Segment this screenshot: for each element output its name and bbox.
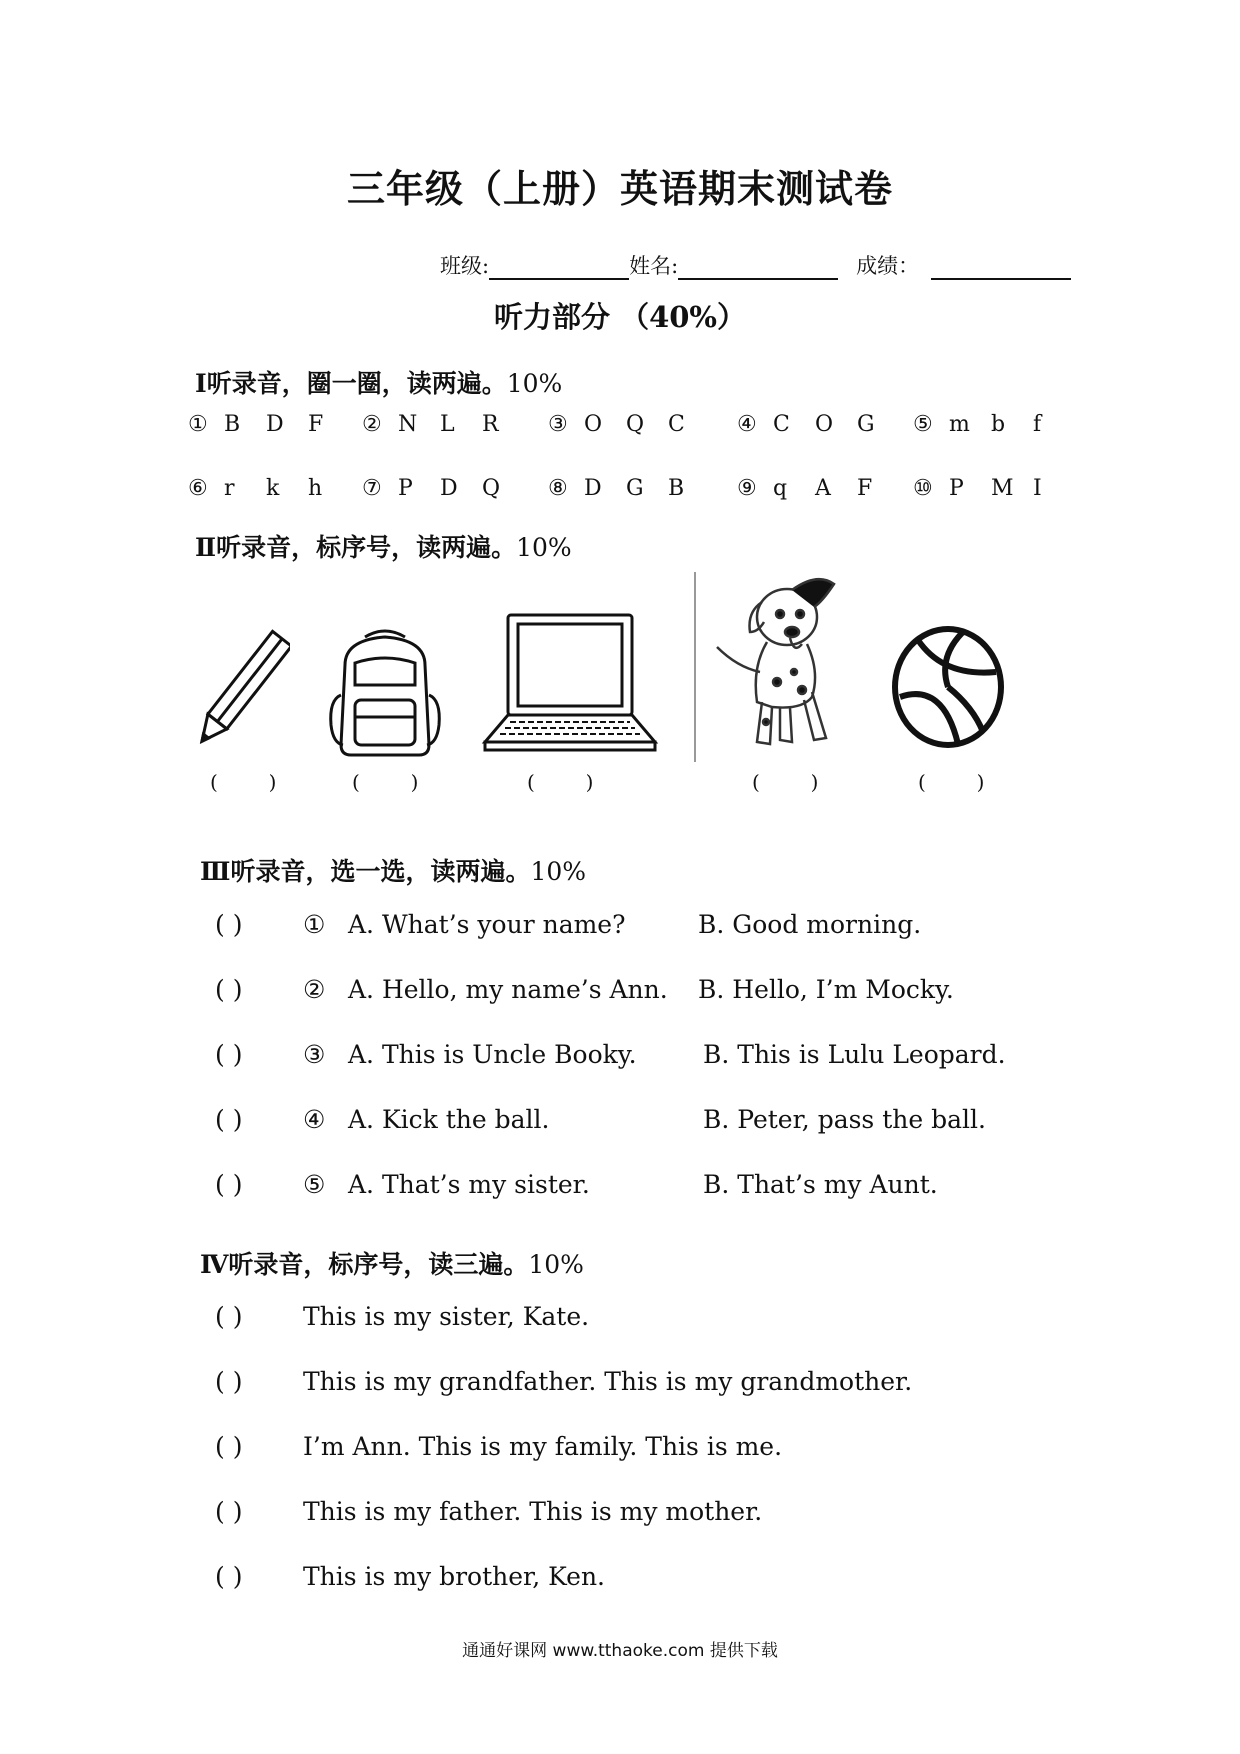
letter-option[interactable]: q bbox=[773, 476, 788, 501]
section2-percent: 10% bbox=[516, 533, 572, 562]
picture-answer-bracket[interactable]: ( ) bbox=[918, 770, 985, 794]
item-number: ① bbox=[188, 412, 208, 437]
section1-heading bbox=[195, 364, 562, 400]
letter-option[interactable]: P bbox=[398, 476, 413, 501]
item-number: ④ bbox=[737, 412, 757, 437]
section1-heading-text: Ⅰ听录音，圈一圈，读两遍。 bbox=[195, 369, 507, 398]
picture-answer-bracket[interactable]: ( ) bbox=[752, 770, 819, 794]
sentence-row bbox=[0, 1497, 1240, 1531]
question-number: ② bbox=[303, 975, 326, 1004]
sentence-row bbox=[0, 1432, 1240, 1466]
letter-option[interactable]: D bbox=[440, 476, 458, 501]
letter-option[interactable]: k bbox=[266, 476, 280, 501]
option-b: B. Peter, pass the ball. bbox=[703, 1105, 986, 1134]
sentence-text: This is my grandfather. This is my grandmother. bbox=[303, 1367, 913, 1396]
letter-option[interactable]: C bbox=[773, 412, 790, 437]
question-row bbox=[0, 1040, 1240, 1074]
letter-option[interactable]: A bbox=[815, 476, 831, 501]
answer-bracket[interactable]: ( ) bbox=[215, 1497, 243, 1526]
student-info-row bbox=[440, 250, 1071, 280]
letter-option[interactable]: F bbox=[308, 412, 324, 437]
answer-bracket[interactable]: ( ) bbox=[215, 910, 243, 939]
question-number: ⑤ bbox=[303, 1170, 326, 1199]
letter-option[interactable]: O bbox=[584, 412, 603, 437]
letter-option[interactable]: I bbox=[1033, 476, 1042, 501]
section1-percent: 10% bbox=[506, 369, 563, 398]
letter-option[interactable]: m bbox=[949, 412, 970, 437]
sentence-text: I’m Ann. This is my family. This is me. bbox=[303, 1432, 783, 1461]
question-number: ① bbox=[303, 910, 326, 939]
item-number: ③ bbox=[548, 412, 568, 437]
letter-option[interactable]: h bbox=[308, 476, 323, 501]
picture-answer-bracket[interactable]: ( ) bbox=[352, 770, 419, 794]
option-a: A. Hello, my name’s Ann. bbox=[348, 975, 668, 1004]
section4-heading-text: Ⅳ听录音，标序号，读三遍。 bbox=[200, 1250, 529, 1279]
section4-heading bbox=[200, 1245, 584, 1281]
class-blank[interactable] bbox=[489, 254, 629, 280]
letter-option[interactable]: R bbox=[482, 412, 499, 437]
exam-title: 三年级（上册）英语期末测试卷 bbox=[346, 166, 893, 211]
question-row bbox=[0, 910, 1240, 944]
answer-bracket[interactable]: ( ) bbox=[215, 1302, 243, 1331]
letter-option[interactable]: Q bbox=[626, 412, 645, 437]
option-b: B. That’s my Aunt. bbox=[703, 1170, 938, 1199]
backpack-picture bbox=[325, 625, 445, 760]
letter-option[interactable]: B bbox=[668, 476, 685, 501]
dog-picture bbox=[692, 572, 852, 762]
section4-percent: 10% bbox=[528, 1250, 584, 1279]
letter-option[interactable]: Q bbox=[482, 476, 501, 501]
letter-option[interactable]: r bbox=[224, 476, 235, 501]
name-blank[interactable] bbox=[678, 254, 838, 280]
letter-option[interactable]: D bbox=[266, 412, 284, 437]
volleyball-picture bbox=[888, 622, 1008, 752]
option-a: A. Kick the ball. bbox=[348, 1105, 550, 1134]
sentence-row bbox=[0, 1367, 1240, 1401]
item-number: ⑩ bbox=[913, 476, 933, 501]
score-label: 成绩： bbox=[856, 254, 920, 278]
letter-option[interactable]: b bbox=[991, 412, 1006, 437]
option-a: A. That’s my sister. bbox=[348, 1170, 590, 1199]
item-number: ⑨ bbox=[737, 476, 757, 501]
score-blank[interactable] bbox=[931, 254, 1071, 280]
letter-option[interactable]: f bbox=[1033, 412, 1042, 437]
section2-heading-text: Ⅱ听录音，标序号，读两遍。 bbox=[195, 533, 517, 562]
sentence-text: This is my sister, Kate. bbox=[303, 1302, 590, 1331]
name-label: 姓名: bbox=[629, 254, 679, 278]
letter-option[interactable]: P bbox=[949, 476, 964, 501]
item-number: ⑧ bbox=[548, 476, 568, 501]
letter-option[interactable]: G bbox=[626, 476, 644, 501]
letter-option[interactable]: M bbox=[991, 476, 1014, 501]
sentence-text: This is my father. This is my mother. bbox=[303, 1497, 763, 1526]
question-number: ④ bbox=[303, 1105, 326, 1134]
sentence-row bbox=[0, 1562, 1240, 1596]
option-b: B. This is Lulu Leopard. bbox=[703, 1040, 1006, 1069]
section3-percent: 10% bbox=[530, 857, 587, 886]
letter-option[interactable]: F bbox=[857, 476, 873, 501]
answer-bracket[interactable]: ( ) bbox=[215, 1040, 243, 1069]
answer-bracket[interactable]: ( ) bbox=[215, 1562, 243, 1591]
option-b: B. Good morning. bbox=[698, 910, 922, 939]
option-b: B. Hello, I’m Mocky. bbox=[698, 975, 954, 1004]
option-a: A. What’s your name? bbox=[348, 910, 626, 939]
letter-option[interactable]: L bbox=[440, 412, 455, 437]
letter-option[interactable]: N bbox=[398, 412, 418, 437]
question-row bbox=[0, 1170, 1240, 1204]
question-row bbox=[0, 1105, 1240, 1139]
item-number: ⑤ bbox=[913, 412, 933, 437]
answer-bracket[interactable]: ( ) bbox=[215, 1170, 243, 1199]
footer-credit: 通通好课网 www.tthaoke.com 提供下载 bbox=[462, 1641, 778, 1661]
sentence-row bbox=[0, 1302, 1240, 1336]
answer-bracket[interactable]: ( ) bbox=[215, 1105, 243, 1134]
letter-option[interactable]: D bbox=[584, 476, 602, 501]
question-number: ③ bbox=[303, 1040, 326, 1069]
laptop-picture bbox=[480, 610, 660, 755]
section3-heading-text: Ⅲ听录音，选一选，读两遍。 bbox=[200, 857, 531, 886]
section2-heading bbox=[195, 528, 572, 564]
picture-answer-bracket[interactable]: ( ) bbox=[527, 770, 594, 794]
answer-bracket[interactable]: ( ) bbox=[215, 1432, 243, 1461]
letter-option[interactable]: G bbox=[857, 412, 875, 437]
letter-option[interactable]: C bbox=[668, 412, 685, 437]
answer-bracket[interactable]: ( ) bbox=[215, 975, 243, 1004]
section3-heading bbox=[200, 852, 586, 888]
answer-bracket[interactable]: ( ) bbox=[215, 1367, 243, 1396]
item-number: ⑥ bbox=[188, 476, 208, 501]
picture-answer-bracket[interactable]: ( ) bbox=[210, 770, 277, 794]
class-label: 班级: bbox=[440, 254, 490, 278]
sentence-text: This is my brother, Ken. bbox=[303, 1562, 605, 1591]
listening-part-title: 听力部分 （40%） bbox=[493, 300, 746, 334]
question-row bbox=[0, 975, 1240, 1009]
pencil-picture bbox=[195, 620, 290, 760]
option-a: A. This is Uncle Booky. bbox=[348, 1040, 637, 1069]
letter-option[interactable]: B bbox=[224, 412, 241, 437]
letter-option[interactable]: O bbox=[815, 412, 834, 437]
item-number: ⑦ bbox=[362, 476, 382, 501]
item-number: ② bbox=[362, 412, 382, 437]
